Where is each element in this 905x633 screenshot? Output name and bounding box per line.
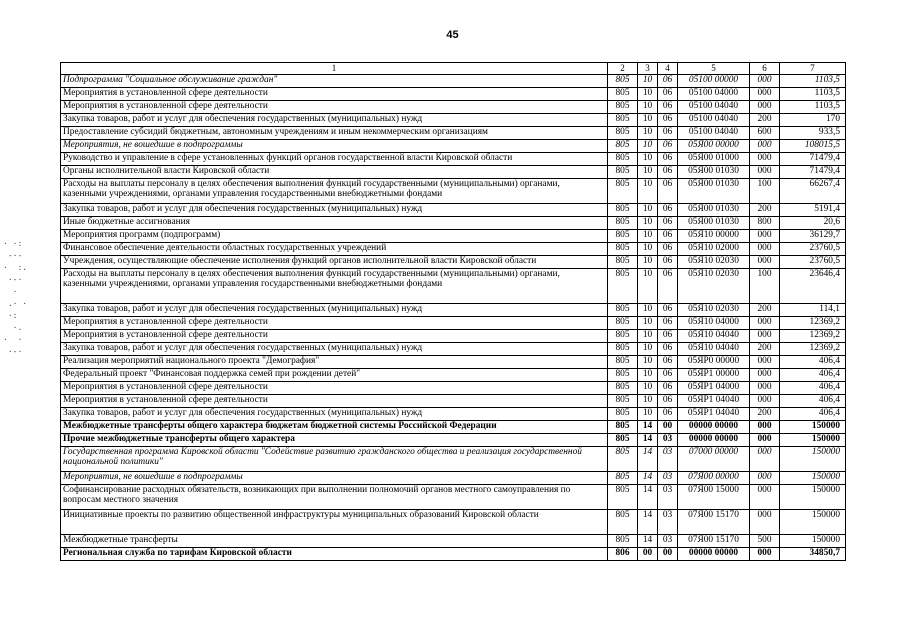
cell-expense-type: 000 [750, 152, 780, 165]
cell-subsection: 06 [658, 152, 678, 165]
cell-ministry: 805 [608, 433, 638, 446]
cell-ministry: 805 [608, 216, 638, 229]
cell-section: 14 [638, 509, 658, 534]
cell-name: Иные бюджетные ассигнования [61, 216, 608, 229]
cell-subsection: 06 [658, 113, 678, 126]
cell-name: Мероприятия в установленной сфере деятельности [61, 100, 608, 113]
cell-section: 10 [638, 178, 658, 203]
cell-section: 00 [638, 547, 658, 560]
table-row [61, 100, 846, 113]
cell-subsection: 03 [658, 471, 678, 484]
header-row [61, 63, 846, 75]
cell-expense-type: 000 [750, 446, 780, 471]
cell-ministry: 805 [608, 368, 638, 381]
cell-section: 10 [638, 203, 658, 216]
cell-target-article: 05Я10 02030 [678, 255, 750, 268]
table-row [61, 74, 846, 87]
cell-amount: 114,1 [780, 303, 846, 316]
cell-amount: 5191,4 [780, 203, 846, 216]
cell-target-article: 05Я00 00000 [678, 139, 750, 152]
cell-expense-type: 200 [750, 303, 780, 316]
header-col-6: 6 [750, 63, 780, 75]
table-row [61, 433, 846, 446]
table-row [61, 446, 846, 471]
cell-ministry: 806 [608, 547, 638, 560]
cell-section: 14 [638, 446, 658, 471]
cell-section: 14 [638, 420, 658, 433]
cell-expense-type: 800 [750, 216, 780, 229]
cell-subsection: 06 [658, 74, 678, 87]
cell-ministry: 805 [608, 255, 638, 268]
cell-amount: 23760,5 [780, 255, 846, 268]
cell-section: 10 [638, 216, 658, 229]
cell-expense-type: 000 [750, 87, 780, 100]
cell-amount: 406,4 [780, 355, 846, 368]
cell-amount: 1103,5 [780, 100, 846, 113]
cell-target-article: 05100 04000 [678, 87, 750, 100]
table-row [61, 484, 846, 509]
cell-expense-type: 000 [750, 100, 780, 113]
cell-name: Межбюджетные трансферты общего характера бюджетам бюджетной системы Российской Федерации [61, 420, 608, 433]
cell-name: Мероприятия, не вошедшие в подпрограммы [61, 139, 608, 152]
cell-amount: 150000 [780, 446, 846, 471]
cell-ministry: 805 [608, 446, 638, 471]
cell-expense-type: 000 [750, 316, 780, 329]
cell-amount: 71479,4 [780, 152, 846, 165]
cell-target-article: 05ЯР1 04040 [678, 394, 750, 407]
cell-name: Межбюджетные трансферты [61, 534, 608, 547]
table-row [61, 229, 846, 242]
cell-subsection: 06 [658, 407, 678, 420]
cell-subsection: 03 [658, 484, 678, 509]
cell-ministry: 805 [608, 242, 638, 255]
table-row [61, 342, 846, 355]
cell-ministry: 805 [608, 139, 638, 152]
cell-subsection: 03 [658, 534, 678, 547]
cell-ministry: 805 [608, 126, 638, 139]
cell-subsection: 06 [658, 165, 678, 178]
cell-subsection: 00 [658, 547, 678, 560]
cell-target-article: 07Я00 15000 [678, 484, 750, 509]
cell-ministry: 805 [608, 100, 638, 113]
cell-section: 10 [638, 87, 658, 100]
cell-amount: 406,4 [780, 381, 846, 394]
cell-subsection: 06 [658, 216, 678, 229]
cell-amount: 12369,2 [780, 316, 846, 329]
table-row [61, 547, 846, 560]
cell-subsection: 06 [658, 394, 678, 407]
cell-section: 10 [638, 316, 658, 329]
cell-name: Реализация мероприятий национального проекта "Демография" [61, 355, 608, 368]
cell-name: Закупка товаров, работ и услуг для обеспечения государственных (муниципальных) нужд [61, 203, 608, 216]
cell-name: Закупка товаров, работ и услуг для обеспечения государственных (муниципальных) нужд [61, 303, 608, 316]
cell-expense-type: 000 [750, 433, 780, 446]
cell-subsection: 06 [658, 178, 678, 203]
cell-subsection: 03 [658, 446, 678, 471]
cell-expense-type: 000 [750, 242, 780, 255]
cell-target-article: 05Я10 04040 [678, 342, 750, 355]
cell-name: Прочие межбюджетные трансферты общего характера [61, 433, 608, 446]
cell-expense-type: 600 [750, 126, 780, 139]
table-row [61, 242, 846, 255]
cell-expense-type: 000 [750, 381, 780, 394]
cell-expense-type: 000 [750, 255, 780, 268]
cell-ministry: 805 [608, 165, 638, 178]
cell-amount: 108015,5 [780, 139, 846, 152]
cell-name: Закупка товаров, работ и услуг для обеспечения государственных (муниципальных) нужд [61, 342, 608, 355]
table-row [61, 394, 846, 407]
table-row [61, 255, 846, 268]
cell-amount: 406,4 [780, 368, 846, 381]
cell-name: Мероприятия в установленной сфере деятельности [61, 394, 608, 407]
cell-section: 10 [638, 74, 658, 87]
cell-amount: 150000 [780, 484, 846, 509]
cell-ministry: 805 [608, 534, 638, 547]
cell-section: 10 [638, 152, 658, 165]
cell-amount: 23760,5 [780, 242, 846, 255]
table-row [61, 316, 846, 329]
cell-expense-type: 000 [750, 394, 780, 407]
cell-section: 10 [638, 329, 658, 342]
cell-expense-type: 100 [750, 268, 780, 303]
cell-expense-type: 200 [750, 342, 780, 355]
cell-amount: 406,4 [780, 407, 846, 420]
header-col-5: 5 [678, 63, 750, 75]
cell-subsection: 06 [658, 316, 678, 329]
cell-target-article: 05Я10 02030 [678, 303, 750, 316]
cell-expense-type: 000 [750, 355, 780, 368]
cell-name: Государственная программа Кировской области "Содействие развитию гражданского общества и реализация государственной национальной политики" [61, 446, 608, 471]
table-row [61, 420, 846, 433]
cell-subsection: 03 [658, 509, 678, 534]
cell-ministry: 805 [608, 203, 638, 216]
cell-subsection: 06 [658, 242, 678, 255]
cell-target-article: 05100 00000 [678, 74, 750, 87]
cell-amount: 1103,5 [780, 74, 846, 87]
cell-expense-type: 200 [750, 203, 780, 216]
cell-amount: 933,5 [780, 126, 846, 139]
header-col-4: 4 [658, 63, 678, 75]
cell-expense-type: 000 [750, 509, 780, 534]
header-col-2: 2 [608, 63, 638, 75]
cell-target-article: 00000 00000 [678, 433, 750, 446]
table-row [61, 509, 846, 534]
cell-subsection: 06 [658, 329, 678, 342]
cell-ministry: 805 [608, 178, 638, 203]
cell-target-article: 00000 00000 [678, 420, 750, 433]
cell-subsection: 06 [658, 203, 678, 216]
cell-subsection: 06 [658, 268, 678, 303]
cell-target-article: 07000 00000 [678, 446, 750, 471]
cell-amount: 150000 [780, 433, 846, 446]
cell-expense-type: 000 [750, 229, 780, 242]
cell-section: 10 [638, 394, 658, 407]
cell-section: 10 [638, 355, 658, 368]
cell-section: 10 [638, 165, 658, 178]
cell-name: Руководство и управление в сфере установленных функций органов государственной власти Кировской области [61, 152, 608, 165]
cell-expense-type: 000 [750, 484, 780, 509]
cell-ministry: 805 [608, 87, 638, 100]
cell-name: Расходы на выплаты персоналу в целях обеспечения выполнения функций государственными (муниципальными) органами, казенными учреждениями, органами управления государственными внебюджетными фондами [61, 178, 608, 203]
cell-expense-type: 000 [750, 165, 780, 178]
cell-name: Мероприятия в установленной сфере деятельности [61, 381, 608, 394]
cell-name: Закупка товаров, работ и услуг для обеспечения государственных (муниципальных) нужд [61, 407, 608, 420]
cell-expense-type: 000 [750, 74, 780, 87]
cell-amount: 20,6 [780, 216, 846, 229]
cell-name: Федеральный проект "Финансовая поддержка семей при рождении детей" [61, 368, 608, 381]
cell-target-article: 05100 04040 [678, 113, 750, 126]
table-row [61, 381, 846, 394]
cell-ministry: 805 [608, 329, 638, 342]
cell-target-article: 05Я00 01030 [678, 178, 750, 203]
cell-amount: 406,4 [780, 394, 846, 407]
cell-amount: 71479,4 [780, 165, 846, 178]
scan-artifact: · ·: -·- · :. ·-· · .· · ·: ·. · · ·-· [3, 239, 28, 356]
cell-amount: 12369,2 [780, 329, 846, 342]
cell-name: Закупка товаров, работ и услуг для обеспечения государственных (муниципальных) нужд [61, 113, 608, 126]
cell-name: Софинансирование расходных обязательств, возникающих при выполнении полномочий органов местного самоуправления по вопросам местного значения [61, 484, 608, 509]
table-row [61, 165, 846, 178]
cell-subsection: 00 [658, 420, 678, 433]
cell-target-article: 05Я00 01030 [678, 203, 750, 216]
table-row [61, 471, 846, 484]
cell-ministry: 805 [608, 342, 638, 355]
cell-name: Мероприятия в установленной сфере деятельности [61, 87, 608, 100]
table-row [61, 329, 846, 342]
table-row [61, 534, 846, 547]
table-row [61, 203, 846, 216]
cell-expense-type: 000 [750, 368, 780, 381]
cell-expense-type: 100 [750, 178, 780, 203]
cell-amount: 150000 [780, 509, 846, 534]
cell-ministry: 805 [608, 420, 638, 433]
cell-section: 10 [638, 268, 658, 303]
cell-target-article: 00000 00000 [678, 547, 750, 560]
cell-subsection: 06 [658, 342, 678, 355]
cell-target-article: 05ЯР0 00000 [678, 355, 750, 368]
cell-ministry: 805 [608, 381, 638, 394]
cell-target-article: 05ЯР1 04040 [678, 407, 750, 420]
table-row [61, 355, 846, 368]
cell-amount: 66267,4 [780, 178, 846, 203]
cell-subsection: 06 [658, 355, 678, 368]
cell-subsection: 06 [658, 303, 678, 316]
cell-name: Инициативные проекты по развитию общественной инфраструктуры муниципальных образований Кировской области [61, 509, 608, 534]
cell-ministry: 805 [608, 303, 638, 316]
cell-subsection: 06 [658, 139, 678, 152]
cell-subsection: 06 [658, 381, 678, 394]
cell-name: Мероприятия, не вошедшие в подпрограммы [61, 471, 608, 484]
cell-subsection: 06 [658, 229, 678, 242]
cell-target-article: 05100 04040 [678, 100, 750, 113]
cell-subsection: 06 [658, 87, 678, 100]
cell-amount: 36129,7 [780, 229, 846, 242]
table-row [61, 178, 846, 203]
cell-amount: 1103,5 [780, 87, 846, 100]
cell-name: Органы исполнительной власти Кировской области [61, 165, 608, 178]
cell-ministry: 805 [608, 113, 638, 126]
table-row [61, 126, 846, 139]
cell-target-article: 05Я10 02030 [678, 268, 750, 303]
cell-section: 14 [638, 433, 658, 446]
table-row [61, 268, 846, 303]
cell-amount: 150000 [780, 471, 846, 484]
cell-section: 10 [638, 126, 658, 139]
cell-name: Подпрограмма "Социальное обслуживание граждан" [61, 74, 608, 87]
cell-section: 10 [638, 368, 658, 381]
cell-name: Расходы на выплаты персоналу в целях обеспечения выполнения функций государственными (муниципальными) органами, казенными учреждениями, органами управления государственными внебюджетными фондами [61, 268, 608, 303]
cell-expense-type: 000 [750, 547, 780, 560]
table-row [61, 368, 846, 381]
budget-table [60, 62, 846, 561]
cell-expense-type: 000 [750, 471, 780, 484]
cell-expense-type: 200 [750, 113, 780, 126]
cell-target-article: 05Я00 01030 [678, 165, 750, 178]
cell-target-article: 05Я10 00000 [678, 229, 750, 242]
cell-name: Предоставление субсидий бюджетным, автономным учреждениям и иным некоммерческим организациям [61, 126, 608, 139]
cell-amount: 23646,4 [780, 268, 846, 303]
cell-target-article: 05100 04040 [678, 126, 750, 139]
cell-target-article: 05Я10 04040 [678, 329, 750, 342]
cell-section: 10 [638, 407, 658, 420]
header-col-7: 7 [780, 63, 846, 75]
cell-subsection: 03 [658, 433, 678, 446]
cell-section: 14 [638, 484, 658, 509]
table-row [61, 113, 846, 126]
cell-subsection: 06 [658, 100, 678, 113]
cell-target-article: 05Я10 02000 [678, 242, 750, 255]
cell-name: Мероприятия программ (подпрограмм) [61, 229, 608, 242]
cell-section: 10 [638, 342, 658, 355]
cell-section: 10 [638, 242, 658, 255]
cell-amount: 150000 [780, 534, 846, 547]
cell-expense-type: 200 [750, 407, 780, 420]
cell-ministry: 805 [608, 471, 638, 484]
cell-target-article: 07Я00 15170 [678, 509, 750, 534]
cell-section: 14 [638, 471, 658, 484]
table-row [61, 152, 846, 165]
cell-target-article: 07Я00 15170 [678, 534, 750, 547]
header-col-1: 1 [61, 63, 608, 75]
cell-amount: 34850,7 [780, 547, 846, 560]
cell-section: 10 [638, 381, 658, 394]
cell-section: 10 [638, 139, 658, 152]
cell-expense-type: 000 [750, 329, 780, 342]
cell-amount: 12369,2 [780, 342, 846, 355]
cell-name: Финансовое обеспечение деятельности областных государственных учреждений [61, 242, 608, 255]
cell-section: 10 [638, 229, 658, 242]
cell-section: 10 [638, 113, 658, 126]
cell-ministry: 805 [608, 394, 638, 407]
cell-ministry: 805 [608, 484, 638, 509]
cell-name: Учреждения, осуществляющие обеспечение исполнения функций органов исполнительной власти Кировской области [61, 255, 608, 268]
table-row [61, 407, 846, 420]
cell-name: Мероприятия в установленной сфере деятельности [61, 329, 608, 342]
cell-name: Региональная служба по тарифам Кировской области [61, 547, 608, 560]
cell-section: 10 [638, 100, 658, 113]
cell-ministry: 805 [608, 407, 638, 420]
cell-expense-type: 000 [750, 139, 780, 152]
cell-expense-type: 000 [750, 420, 780, 433]
table-row [61, 87, 846, 100]
cell-section: 10 [638, 255, 658, 268]
cell-target-article: 05ЯР1 00000 [678, 368, 750, 381]
cell-ministry: 805 [608, 316, 638, 329]
cell-ministry: 805 [608, 509, 638, 534]
cell-target-article: 07Я00 00000 [678, 471, 750, 484]
table-row [61, 216, 846, 229]
cell-ministry: 805 [608, 152, 638, 165]
page-number: 45 [446, 29, 459, 41]
cell-expense-type: 500 [750, 534, 780, 547]
cell-ministry: 805 [608, 355, 638, 368]
cell-ministry: 805 [608, 268, 638, 303]
cell-amount: 170 [780, 113, 846, 126]
table-row [61, 139, 846, 152]
cell-subsection: 06 [658, 368, 678, 381]
table-row [61, 303, 846, 316]
cell-ministry: 805 [608, 74, 638, 87]
cell-section: 10 [638, 303, 658, 316]
cell-subsection: 06 [658, 255, 678, 268]
cell-target-article: 05Я00 01030 [678, 216, 750, 229]
header-col-3: 3 [638, 63, 658, 75]
cell-target-article: 05Я10 04000 [678, 316, 750, 329]
cell-target-article: 05Я00 01000 [678, 152, 750, 165]
cell-ministry: 805 [608, 229, 638, 242]
cell-target-article: 05ЯР1 04000 [678, 381, 750, 394]
cell-name: Мероприятия в установленной сфере деятельности [61, 316, 608, 329]
cell-amount: 150000 [780, 420, 846, 433]
cell-subsection: 06 [658, 126, 678, 139]
cell-section: 14 [638, 534, 658, 547]
